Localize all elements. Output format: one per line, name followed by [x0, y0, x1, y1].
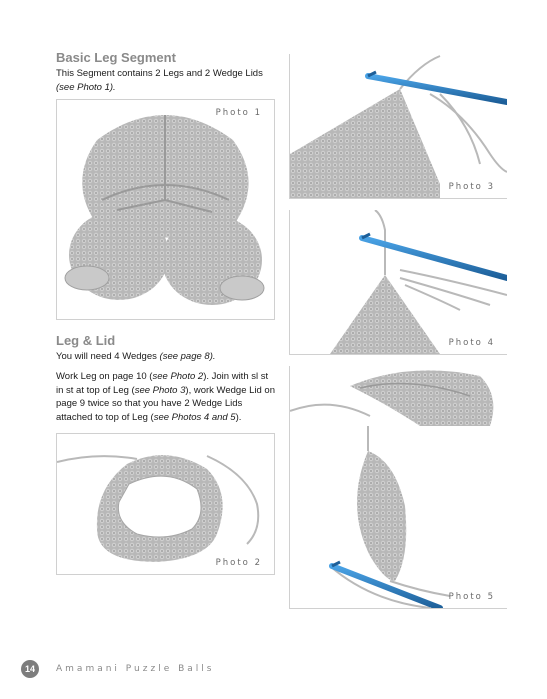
instr-part-c: ), work Wedge Lid on page 9 twice so that you have 2 Wedge Lids attached to top of Leg ( [56, 384, 275, 423]
photo-2 [56, 433, 275, 575]
photo-5-label: Photo 5 [448, 592, 495, 602]
instr-part-b: ). Join with sl st in st at top of Leg ( [56, 371, 269, 396]
instr-part-a: Work Leg on page 10 ( [56, 371, 153, 382]
instr-part-d: ). [235, 411, 242, 423]
leg-lid-ref: (see page 8). [159, 351, 216, 362]
photo-2-image [57, 434, 274, 574]
photo-3 [289, 54, 507, 199]
photo-2-label: Photo 2 [215, 558, 262, 568]
photo-5 [289, 366, 507, 609]
photo-1 [56, 99, 275, 320]
section-heading-basic-leg: Basic Leg Segment [56, 50, 176, 65]
photo-5-image [290, 366, 507, 608]
instr-ref-photo3: see Photo 3 [134, 384, 186, 396]
instr-ref-photo45: see Photos 4 and 5 [153, 411, 236, 423]
instr-ref-photo2: see Photo 2 [152, 371, 204, 382]
photo-3-image [290, 54, 507, 198]
photo-4-image [290, 210, 507, 354]
intro-ref: (see Photo 1). [56, 81, 116, 93]
section-heading-leg-lid: Leg & Lid [56, 333, 116, 348]
leg-lid-text: You will need 4 Wedges [56, 351, 157, 362]
photo-4 [289, 210, 507, 355]
footer-book-title: Amamani Puzzle Balls [56, 664, 215, 674]
photo-3-label: Photo 3 [448, 182, 495, 192]
page-number-badge: 14 [21, 660, 39, 678]
photo-4-label: Photo 4 [448, 338, 495, 348]
section2-intro [56, 350, 276, 364]
photo-1-label: Photo 1 [215, 108, 262, 118]
intro-text: This Segment contains 2 Legs and 2 Wedge Lids [56, 68, 263, 79]
section-intro-text [56, 67, 276, 94]
photo-1-image [57, 100, 274, 319]
instructions-paragraph [56, 370, 278, 424]
